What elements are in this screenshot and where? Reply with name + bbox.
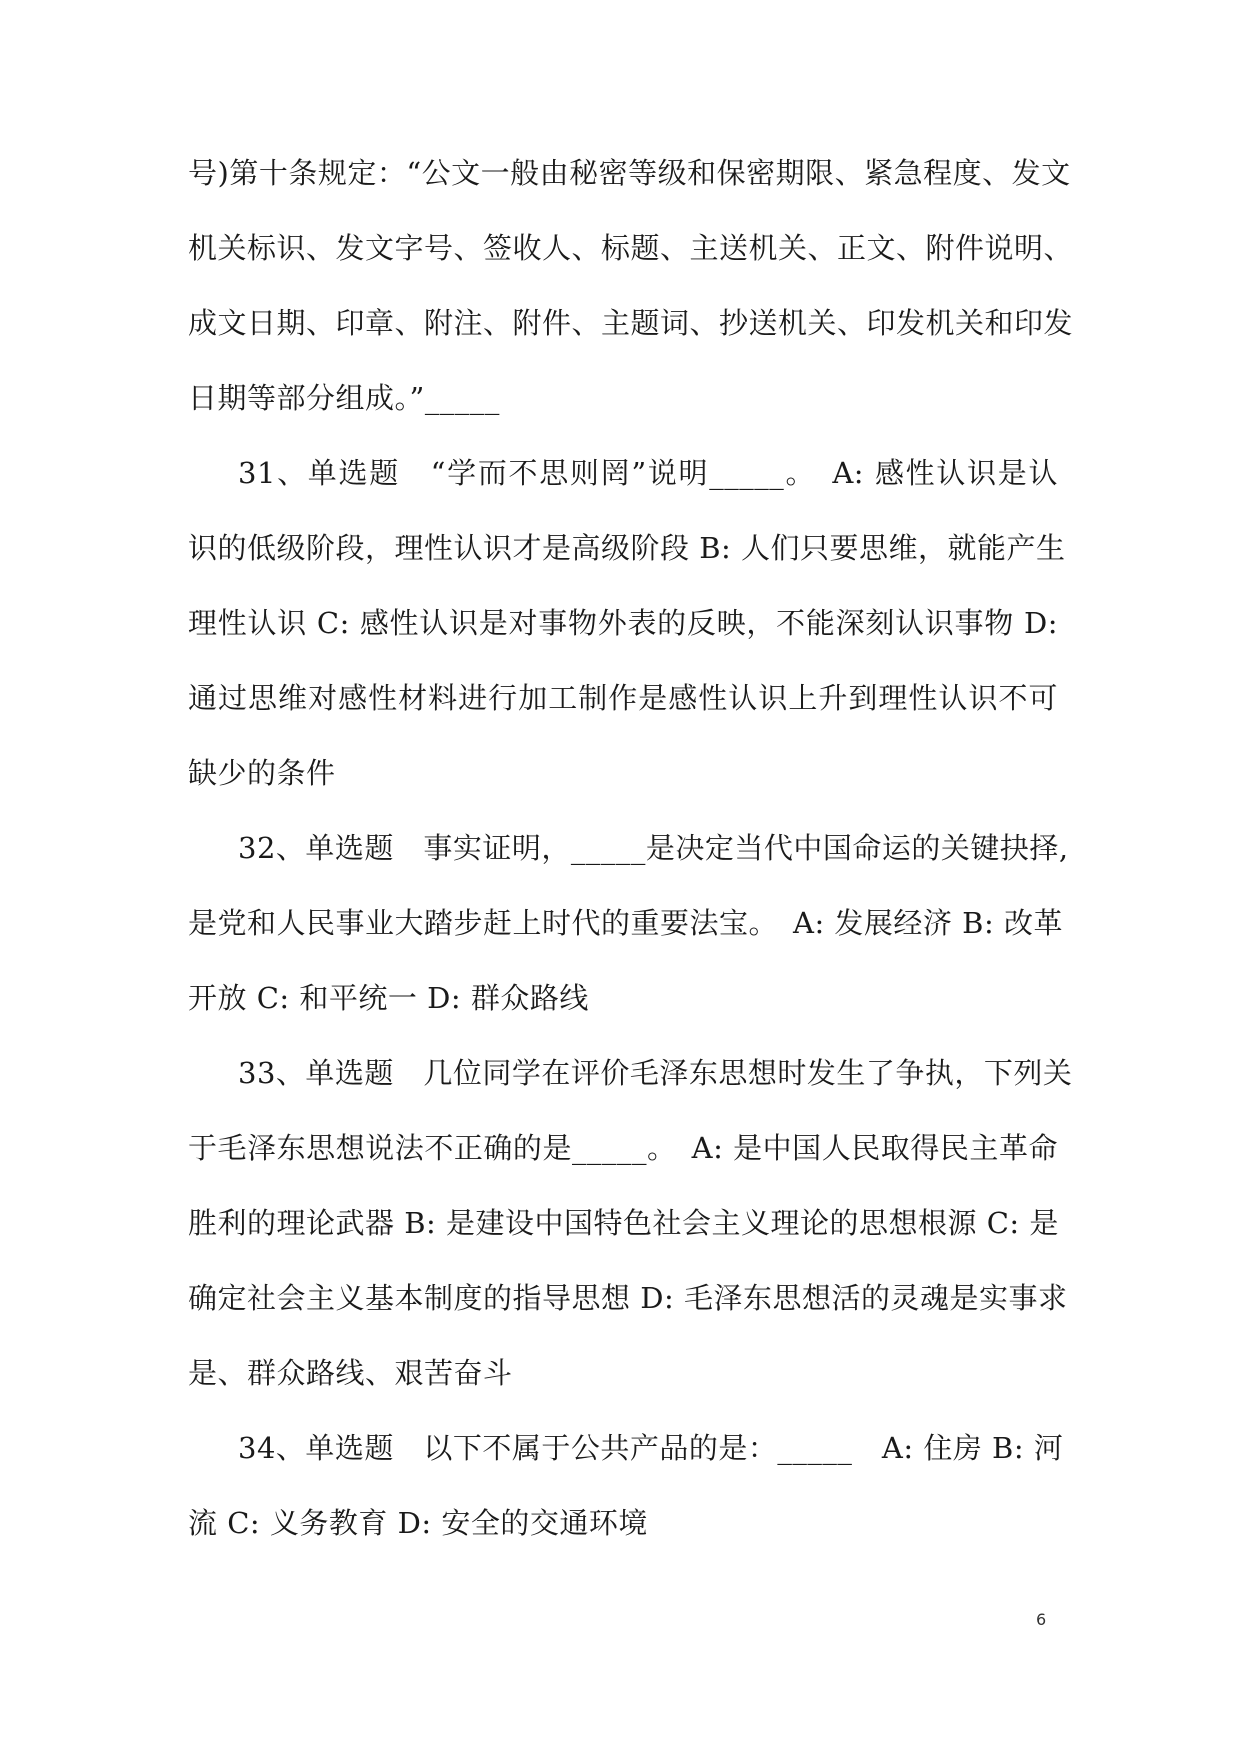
document-body <box>188 136 1074 1561</box>
question-line: 胜利的理论武器 B: 是建设中国特色社会主义理论的思想根源 C: 是 <box>188 1206 1059 1240</box>
text-line: 日期等部分组成。”_____ <box>188 381 500 415</box>
question-line: 33、单选题 几位同学在评价毛泽东思想时发生了争执，下列关 <box>238 1056 1073 1090</box>
question-line: 理性认识 C: 感性认识是对事物外表的反映，不能深刻认识事物 D: <box>188 606 1058 640</box>
page-number: 6 <box>1036 1610 1047 1629</box>
question-line: 是党和人民事业大踏步赶上时代的重要法宝。 A: 发展经济 B: 改革 <box>188 906 1063 940</box>
question-line: 通过思维对感性材料进行加工制作是感性认识上升到理性认识不可 <box>188 681 1058 715</box>
question-line: 于毛泽东思想说法不正确的是_____。 A: 是中国人民取得民主革命 <box>188 1131 1058 1165</box>
text-line: 机关标识、发文字号、签收人、标题、主送机关、正文、附件说明、 <box>188 231 1074 265</box>
question-line: 缺少的条件 <box>188 756 336 790</box>
question-line: 34、单选题 以下不属于公共产品的是：_____ A: 住房 B: 河 <box>238 1431 1064 1465</box>
question-line: 31、单选题 “学而不思则罔”说明_____。 A: 感性认识是认 <box>238 456 1058 490</box>
question-line: 识的低级阶段，理性认识才是高级阶段 B: 人们只要思维，就能产生 <box>188 531 1066 565</box>
question-32 <box>188 811 1069 1036</box>
question-line: 流 C: 义务教育 D: 安全的交通环境 <box>188 1506 648 1540</box>
text-line: 号)第十条规定：“公文一般由秘密等级和保密期限、紧急程度、发文 <box>188 156 1071 190</box>
question-line: 是、群众路线、艰苦奋斗 <box>188 1356 513 1390</box>
paragraph-continuation <box>188 136 1074 436</box>
question-line: 开放 C: 和平统一 D: 群众路线 <box>188 981 589 1015</box>
question-line: 32、单选题 事实证明，_____是决定当代中国命运的关键抉择, <box>238 831 1069 865</box>
question-31 <box>188 436 1066 811</box>
question-line: 确定社会主义基本制度的指导思想 D: 毛泽东思想活的灵魂是实事求 <box>188 1281 1068 1315</box>
question-34 <box>188 1411 1064 1561</box>
question-33 <box>188 1036 1073 1411</box>
text-line: 成文日期、印章、附注、附件、主题词、抄送机关、印发机关和印发 <box>188 306 1074 340</box>
